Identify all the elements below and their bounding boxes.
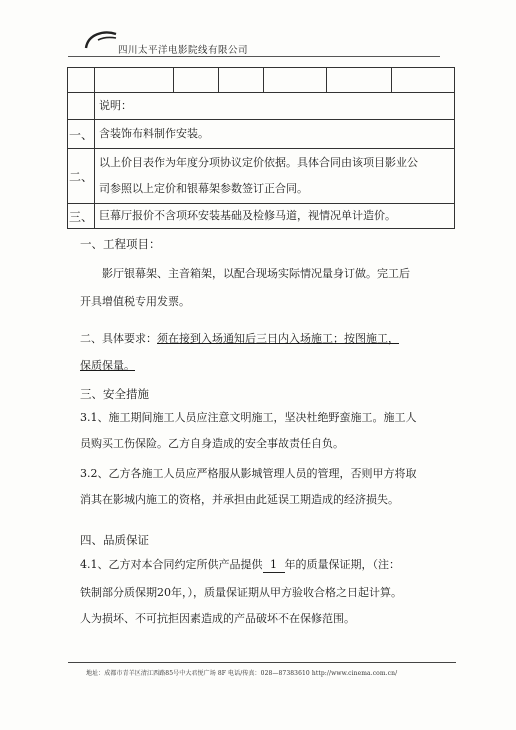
table-empty-row bbox=[68, 68, 455, 93]
section-requirements-line2: 保质保量。 bbox=[80, 359, 135, 372]
quality-clause-4-1-line1: 4.1、乙方对本合同约定所供产品提供 1 年的质量保证期，（注： bbox=[80, 558, 400, 571]
safety-clause-3-2-line1: 3.2、乙方各施工人员应严格服从影城管理人员的管理，否则甲方将取 bbox=[80, 467, 417, 480]
section-heading-quality: 四、品质保证 bbox=[80, 533, 149, 547]
section-body-project-line2: 开具增值税专用发票。 bbox=[80, 295, 190, 308]
row-text: 以上价目表作为年度分项协议定价依据。具体合同由该项目影业公 司参照以上定价和银幕架参数签订正合同。 bbox=[95, 149, 455, 204]
section-heading-requirements: 二、具体要求： bbox=[80, 332, 157, 345]
row-number: 三、 bbox=[68, 204, 95, 229]
section-heading-safety: 三、安全措施 bbox=[80, 387, 149, 401]
quality-clause-4-1-line3: 人为损坏、不可抗拒因素造成的产品破坏不在保修范围。 bbox=[80, 612, 355, 625]
safety-clause-3-2-line2: 消其在影城内施工的资格，并承担由此延误工期造成的经济损失。 bbox=[80, 493, 399, 506]
row-number: 二、 bbox=[68, 149, 95, 204]
table-row bbox=[68, 149, 455, 204]
table-row bbox=[68, 204, 455, 229]
section-requirements-line1 bbox=[80, 331, 456, 347]
safety-clause-3-1-line1: 3.1、施工期间施工人员应注意文明施工，坚决杜绝野蛮施工。施工人 bbox=[80, 411, 417, 424]
section-heading-project: 一、工程项目： bbox=[80, 237, 161, 251]
table-row-note-label bbox=[68, 93, 455, 120]
safety-clause-3-1-line2: 员购买工伤保险。乙方自身造成的安全事故责任自负。 bbox=[80, 437, 344, 450]
row-text: 含装饰布料制作安装。 bbox=[95, 120, 455, 149]
warranty-years-value: 1 bbox=[263, 558, 285, 573]
pricing-notes-table bbox=[67, 67, 455, 229]
requirements-text: 须在接到入场通知后三日内入场施工；按图施工， bbox=[157, 332, 399, 345]
note-label: 说明： bbox=[95, 93, 455, 120]
row-number: 一、 bbox=[68, 120, 95, 149]
footer-contact: 地址：成都市青羊区清江西路85号中大君悦广场 8F 电话/传真：028—87383610 http://www.cinema.com.cn/ bbox=[86, 670, 398, 677]
table-row bbox=[68, 120, 455, 149]
company-name: 四川太平洋电影院线有限公司 bbox=[118, 45, 249, 56]
footer-divider bbox=[68, 662, 456, 663]
company-logo-icon bbox=[84, 28, 118, 50]
section-body-project-line1: 影厅银幕架、主音箱架，以配合现场实际情况量身订做。完工后 bbox=[102, 267, 410, 280]
header-divider bbox=[68, 56, 440, 57]
row-text: 巨幕厅报价不含项环安装基础及检修马道，视情况单计造价。 bbox=[95, 204, 455, 229]
quality-clause-4-1-line2: 铁制部分质保期20年，），质量保证期从甲方验收合格之日起计算。 bbox=[80, 586, 402, 599]
